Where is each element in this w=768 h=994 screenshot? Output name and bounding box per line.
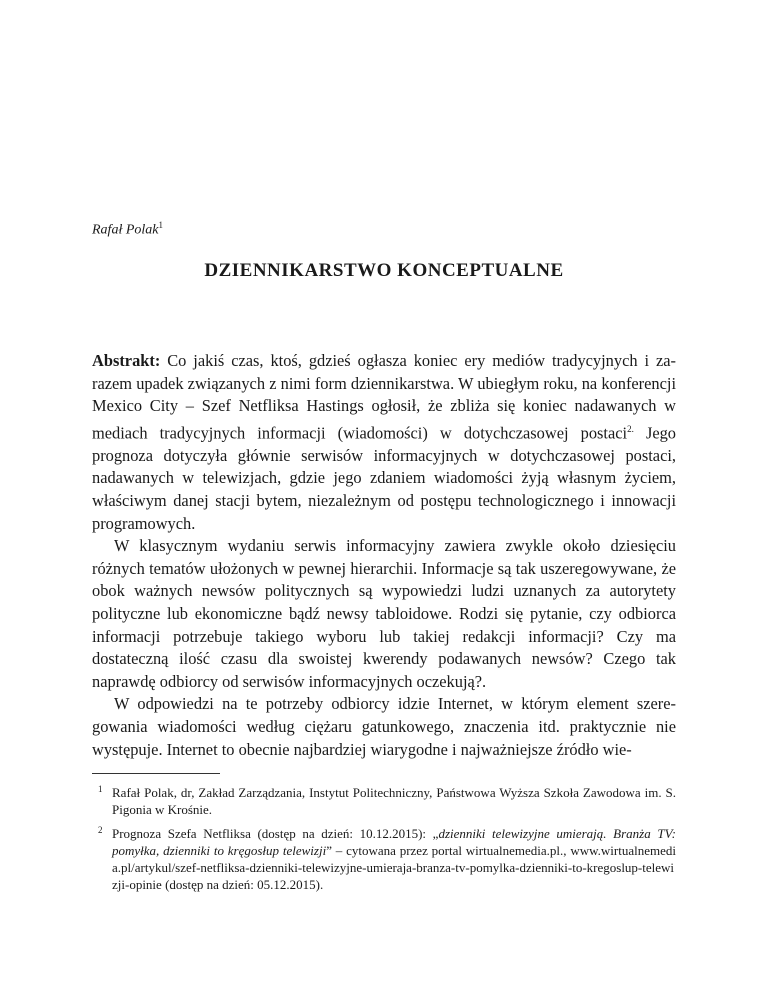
- article-body: [92, 350, 676, 761]
- body-paragraph: W klasycznym wydaniu serwis informacyjny zawiera zwykle około dziesięciu różnych tematów ułożonych w pewnej hierarchii. Informacje są tak uszeregowywane, że obok ważnych newsów politycznych są wypowiedzi ludzi uznanych za autorytety polityczne lub ekonomiczne bądź newsy tabloidowe. Rodzi się pytanie, czy odbiorca informacji potrzebuje takiego wyboru lub takiej redakcji informacji? Czy ma dostateczną ilość czasu dla swoistej kwerendy podawanych newsów? Czego tak naprawdę odbiorcy od serwisów informacyjnych oczekują?.: [92, 536, 676, 691]
- footnote: [92, 784, 676, 819]
- quoted-title: dzienniki telewizyjne umierają. Branża TV: pomyłka, dzienniki to kręgosłup telewizji: [112, 825, 676, 858]
- source-link[interactable]: www.wirtualnemedia.pl/artykul/szef-netfliksa-dzienniki-telewizyjne-umieraja-branza-tv-pomylka-dzienniki-to-kregoslup-telewizji-opinie: [112, 842, 676, 893]
- footnote-marker[interactable]: 2.: [627, 423, 634, 434]
- footnote-text: Rafał Polak, dr, Zakład Zarządzania, Instytut Politechniczny, Państwowa Wyższa Szkoła Zawodowa im. S. Pigonia w Krośnie.: [112, 785, 676, 818]
- footnote: 2 Prognoza Szefa Netfliksa (dostęp na dzień: 10.12.2015): „dzienniki telewizyjne umierają. Branża TV: pomyłka, dzienniki to kręgosłup telewizji” – cytowana przez portal wirtualnemedia.pl., www.wirtualnemedia.pl/artykul/szef-netfliksa-dzienniki-telewizyjne-umieraja-branza-tv-pomylka-dzienniki-to-kregoslup-telewizji-opinie (dostęp na dzień: 05.12.2015).: [92, 825, 676, 894]
- footnote-separator: [92, 773, 220, 774]
- body-paragraph: W odpowiedzi na te potrzeby odbiorcy idzie Internet, w którym element szeregowania wiadomości według ciężaru gatunkowego, znaczenia itd. praktycznie nie występuje. Internet to obecnie najbardziej wiarygodne i najważniejsze źródło wie-: [92, 694, 676, 759]
- article-title: DZIENNIKARSTWO KONCEPTUALNE: [204, 260, 564, 281]
- footnote-number: 1: [98, 784, 103, 794]
- footnote-number: 2: [98, 824, 103, 835]
- footnotes: [92, 784, 676, 900]
- abstract-paragraph: Abstrakt: Co jakiś czas, ktoś, gdzieś ogłasza koniec ery mediów tradycyjnych i zarazem upadek związanych z nimi form dziennikarstwa. W ubiegłym roku, na konferencji Mexico City – Szef Netfliksa Hastings ogłosił, że zbliża się koniec nadawanych w mediach tradycyjnych informacji (wiadomości) w dotychczasowej postaci$^{2.}$ Jego prognoza dotyczyła głównie serwisów informacyjnych w dotychczasowej postaci, nadawanych w telewizjach, gdzie jego zdaniem wiadomości żyją własnym życiem, właściwym danej stacji bytem, niezależnym od postępu technologicznego i innowacji programowych.: [92, 351, 676, 533]
- footnote-marker[interactable]: 1: [158, 220, 163, 230]
- abstract-label: Abstrakt:: [92, 351, 161, 370]
- author-name: Rafał Polak$^1$: [92, 220, 163, 238]
